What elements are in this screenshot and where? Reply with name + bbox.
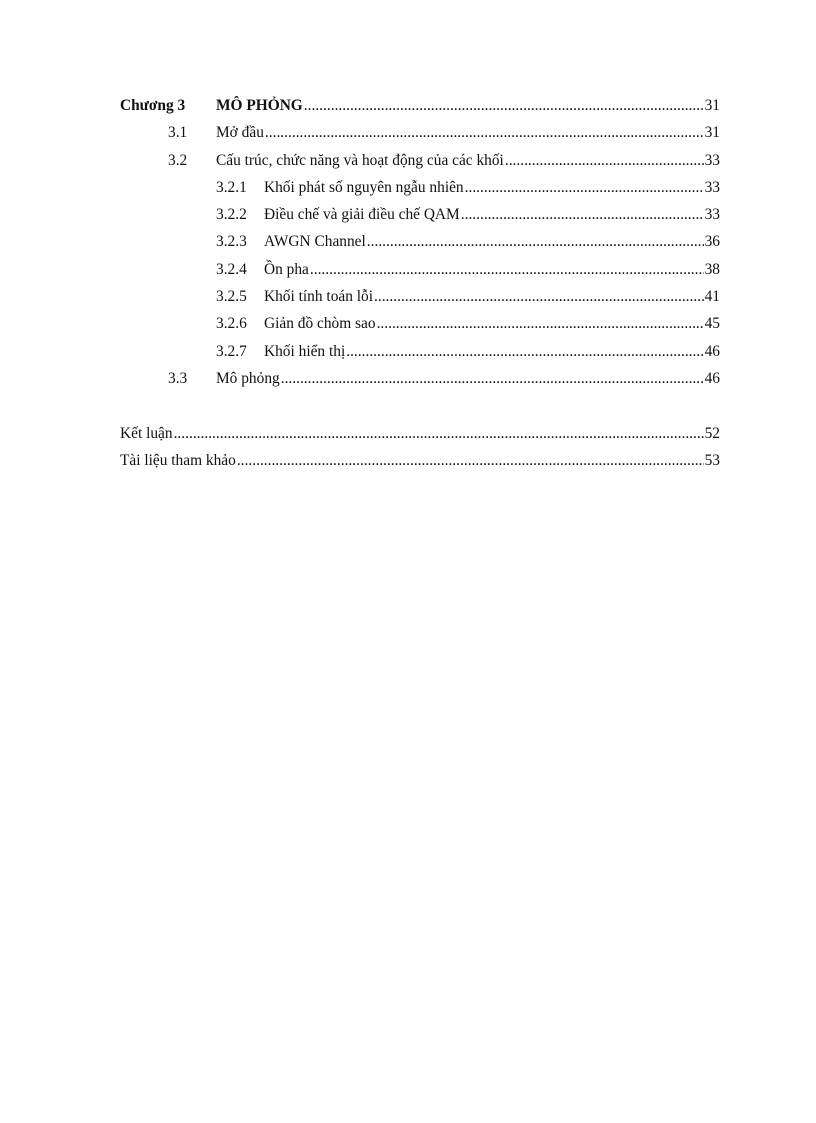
- dot-leader: [374, 283, 704, 310]
- toc-chapter-3[interactable]: [120, 92, 720, 119]
- table-of-contents: [120, 92, 720, 474]
- dot-leader: [465, 174, 704, 201]
- toc-entry-references[interactable]: [120, 447, 720, 474]
- subsection-number: 3.2.6: [216, 315, 247, 333]
- section-number: 3.1: [168, 124, 188, 142]
- page-number: 36: [704, 233, 720, 251]
- toc-entry-3-2-3[interactable]: [120, 228, 720, 255]
- toc-entry-3-2-2[interactable]: [120, 201, 720, 228]
- dot-leader: [377, 310, 704, 337]
- toc-entry-3-2-5[interactable]: [120, 283, 720, 310]
- page-number: 52: [704, 424, 720, 442]
- toc-entry-3-2-6[interactable]: [120, 310, 720, 337]
- section-number: 3.3: [168, 369, 188, 387]
- chapter-title: MÔ PHỎNG: [216, 97, 303, 114]
- toc-entry-3-3[interactable]: [120, 365, 720, 392]
- back-matter-title: Kết luận: [120, 424, 173, 442]
- subsection-title: Điều chế và giải điều chế QAM: [264, 206, 460, 224]
- subsection-number: 3.2.4: [216, 260, 247, 278]
- toc-entry-3-2-4[interactable]: [120, 256, 720, 283]
- dot-leader: [174, 420, 704, 447]
- subsection-number: 3.2.7: [216, 342, 247, 360]
- section-number: 3.2: [168, 151, 188, 169]
- page-number: 45: [704, 315, 720, 333]
- subsection-number: 3.2.2: [216, 206, 247, 224]
- page-number: 46: [704, 369, 720, 387]
- dot-leader: [237, 447, 704, 474]
- toc-entry-3-2-1[interactable]: [120, 174, 720, 201]
- page-number: 38: [704, 260, 720, 278]
- section-title: Mở đầu: [216, 124, 264, 142]
- dot-leader: [304, 92, 704, 119]
- subsection-number: 3.2.5: [216, 288, 247, 306]
- toc-spacer: [120, 392, 720, 419]
- subsection-number: 3.2.3: [216, 233, 247, 251]
- toc-entry-3-2-7[interactable]: [120, 338, 720, 365]
- toc-entry-conclusion[interactable]: [120, 420, 720, 447]
- dot-leader: [310, 256, 704, 283]
- dot-leader: [461, 201, 704, 228]
- subsection-title: Khối hiển thị: [264, 342, 346, 360]
- chapter-label: Chương 3: [120, 97, 186, 114]
- subsection-title: Khối phát số nguyên ngẫu nhiên: [264, 178, 464, 196]
- page-number: 33: [704, 151, 720, 169]
- dot-leader: [505, 147, 704, 174]
- page-number: 53: [704, 451, 720, 469]
- section-title: Cấu trúc, chức năng và hoạt động của các khối: [216, 151, 504, 169]
- section-title: Mô phỏng: [216, 369, 280, 387]
- subsection-title: Ồn pha: [264, 260, 309, 278]
- subsection-number: 3.2.1: [216, 178, 247, 196]
- toc-entry-3-1[interactable]: [120, 119, 720, 146]
- dot-leader: [346, 338, 703, 365]
- subsection-title: Khối tính toán lỗi: [264, 288, 374, 306]
- page-number: 31: [704, 97, 720, 114]
- dot-leader: [367, 228, 704, 255]
- dot-leader: [281, 365, 704, 392]
- page-number: 41: [704, 288, 720, 306]
- page-number: 46: [704, 342, 720, 360]
- dot-leader: [265, 119, 704, 146]
- toc-entry-3-2[interactable]: [120, 147, 720, 174]
- page-number: 31: [704, 124, 720, 142]
- subsection-title: AWGN Channel: [264, 233, 366, 251]
- back-matter-title: Tài liệu tham khảo: [120, 451, 236, 469]
- subsection-title: Giản đồ chòm sao: [264, 315, 376, 333]
- page-number: 33: [704, 206, 720, 224]
- page-number: 33: [704, 178, 720, 196]
